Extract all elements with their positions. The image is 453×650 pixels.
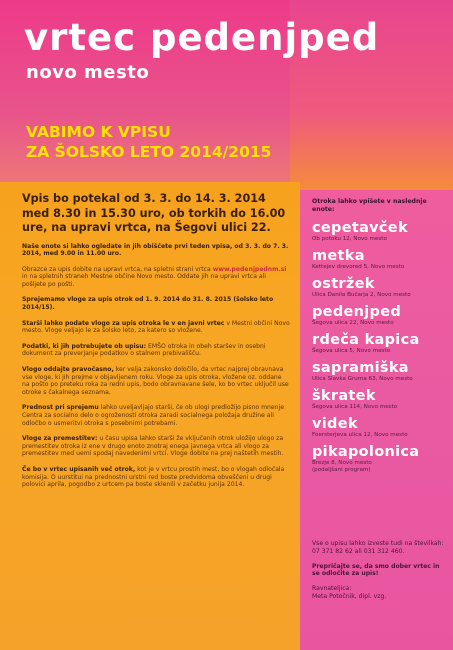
enrollment-headline [26, 122, 271, 162]
invitation-text [312, 563, 448, 579]
contact-phones: Vse o upisu lahko izveste tudi na številkah: 07 371 82 62 ali 031 312 460. [312, 540, 444, 555]
unit-address: Ulica Slavka Gruma 63, Novo mesto [312, 376, 413, 382]
timely-paragraph [22, 366, 290, 396]
kindergarten-title: vrtec pedenjped [24, 16, 380, 59]
timely-text: ker velja zakonsko določilo, da vrtec najprej obravnava vse vloge, ki jih prejme v objavljenem roku. Vloge za upis otroka, vložene oz. oddane na pošto po preteku roka za redni upis, bodo obravnavane šele, ko bo vrtec uključil use otroke s čakalnega seznama. [22, 366, 289, 396]
units-intro: Otroka lahko vpišete v naslednje enote: [312, 198, 427, 213]
unit-item [312, 248, 448, 271]
commission-text: kot je v vrtcu prostih mest, bo o vlogah odločala komisija. O uurstitui na prednostni urstni red boste predvidoma obveščeni u drugi polovici aprila, pogodbo z urtcem pa boste sklenili v začetku junija 2014. [22, 465, 285, 489]
one-kindergarten-text: v Mestni občini Novo mesto. Vloge veljajo le za šolsko leto, za katero so vložene. [22, 319, 290, 335]
unit-address: Šegova ulica 114, Novo mesto [312, 404, 398, 410]
forms-text-a: Obrazce za upis dobite na upravi vrtca, na spletni strani vrtca [22, 265, 213, 273]
unit-item [312, 416, 448, 439]
unit-item [312, 220, 448, 243]
unit-name: ostržek [312, 276, 375, 292]
transfer-paragraph [22, 435, 290, 458]
unit-name: rdeča kapica [312, 332, 420, 348]
director-name: Meta Potočnik, dipl. vzg. [312, 592, 387, 600]
unit-address: Kettejev drevored 5, Novo mesto [312, 264, 405, 270]
enrollment-dates-lead: Vpis bo potekal od 3. 3. do 14. 3. 2014 med 8.30 in 15.30 uro, ob torkih do 16.00 ure, na upravi vrtca, na Šegovi ulici 22. [22, 192, 286, 234]
one-kindergarten-bold: Starši lahko podate vlogo za upis otroka le v en javni vrtec [22, 319, 225, 327]
priority-bold: Prednost pri sprejemu [22, 404, 99, 412]
unit-address: Ulica Danila Bučarja 2, Novo mesto [312, 292, 411, 298]
visit-paragraph [22, 243, 290, 258]
forms-paragraph [22, 266, 290, 289]
main-info-panel [0, 182, 300, 650]
unit-address: Brezje 8, Novo mesto [312, 460, 372, 466]
unit-item [312, 388, 448, 411]
required-data-paragraph [22, 343, 290, 358]
unit-name: sapramiška [312, 360, 409, 376]
unit-address: Foersterjeva ulica 12, Novo mesto [312, 432, 408, 438]
director-label: Ravnateljica: [312, 585, 352, 593]
one-kindergarten-paragraph [22, 320, 290, 335]
website-link[interactable]: www.pedenjpednm.si [212, 265, 287, 273]
priority-paragraph [22, 404, 290, 427]
transfer-text: u času upisa lahko starši že vključenih otrok uložijo ulogo za premestitev otroka iz ene v drugo enoto znotraj enega javnega vrtca ali vlogo za premestitev med uemi spodaj navedenimi vrtci. Vloge dobite na prej naštetih mestih. [22, 435, 284, 458]
headline-line-1: VABIMO K VPISU [26, 123, 171, 141]
director-block [312, 585, 448, 601]
unit-name: metka [312, 248, 365, 264]
priority-text: lahko uveljavljajo starši, če ob ulogi predložijo pisno mnenje Centra za socialno delo o ogroženosti otroka zaradi socialnega položaja družine ali odločbo o usmeritvi otroka s posebnimi potrebami. [22, 404, 284, 427]
unit-address: Ob potoku 12, Novo mesto [312, 236, 387, 242]
forms-text-b: in na spletnih straneh Mestne občine Novo mesto. Oddate jih na upravi vrtca ali pošljete po pošti. [22, 273, 266, 288]
invitation-bold: Prepričajte se, da smo dober vrtec in se odločite za upis! [312, 562, 440, 578]
unit-name: cepetavček [312, 220, 408, 236]
unit-name: pikapolonica [312, 444, 420, 460]
unit-item [312, 276, 448, 299]
unit-item [312, 360, 448, 383]
commission-paragraph [22, 466, 290, 489]
transfer-bold: Vloge za premestitev: [22, 435, 98, 443]
required-data-text: EMŠO otroka in obeh staršev in osebni dokument za preverjanje podatkov o stalnem prebivališču. [22, 342, 266, 358]
period-text: Sprejemamo vloge za upis otrok od 1. 9. 2014 do 31. 8. 2015 (šolsko leto 2014/15). [22, 296, 274, 312]
kindergarten-subtitle: novo mesto [26, 62, 150, 83]
unit-item [312, 444, 448, 474]
visit-text: Naše enote si lahko ogledate in jih obiščete prvi teden vpisa, od 3. 3. do 7. 3. 2014, med 9.00 in 11.00 uro. [22, 242, 289, 258]
headline-line-2: ZA ŠOLSKO LETO 2014/2015 [26, 143, 272, 161]
units-list [312, 198, 448, 479]
unit-name: škratek [312, 388, 376, 404]
timely-bold: Vlogo oddajte pravočasno, [22, 366, 114, 374]
unit-name: pedenjped [312, 304, 402, 320]
unit-item [312, 304, 448, 327]
period-paragraph [22, 296, 290, 311]
commission-bold: Če bo v vrtec upisanih več otrok, [22, 465, 136, 473]
unit-address: Šegova ulica 22, Novo mesto [312, 320, 394, 326]
unit-item [312, 332, 448, 355]
required-data-bold: Podatki, ki jih potrebujete ob upisu: [22, 342, 147, 350]
unit-address-note: (podaljšani program) [312, 467, 371, 473]
unit-address: Šegova ulica 5, Novo mesto [312, 348, 391, 354]
unit-name: videk [312, 416, 358, 432]
contact-block [312, 540, 448, 608]
